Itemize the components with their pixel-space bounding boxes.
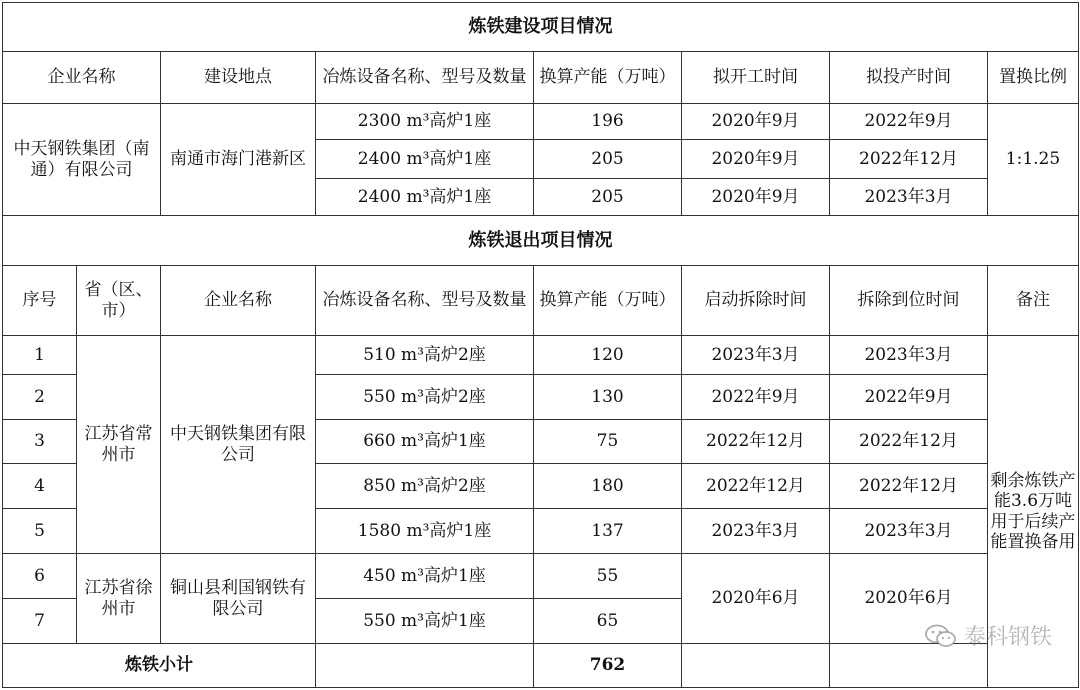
equipment-cell: 1580 m³高炉1座 xyxy=(316,509,534,554)
header-demolish-end: 拆除到位时间 xyxy=(830,266,988,336)
equipment-cell: 550 m³高炉2座 xyxy=(316,375,534,420)
header-province: 省（区、市） xyxy=(77,266,161,336)
row-no: 5 xyxy=(3,509,77,554)
header-remark: 备注 xyxy=(988,266,1079,336)
header-production-time: 拟投产时间 xyxy=(830,52,988,104)
header-no: 序号 xyxy=(3,266,77,336)
production-cell: 2022年12月 xyxy=(830,140,988,179)
capacity-cell: 130 xyxy=(534,375,682,420)
table-row xyxy=(3,104,1079,140)
end-cell: 2022年12月 xyxy=(830,464,988,509)
equipment-cell: 660 m³高炉1座 xyxy=(316,420,534,464)
end-cell: 2023年3月 xyxy=(830,509,988,554)
construction-table xyxy=(2,2,1079,216)
equipment-cell: 850 m³高炉2座 xyxy=(316,464,534,509)
wechat-icon xyxy=(924,624,958,648)
capacity-cell: 205 xyxy=(534,140,682,179)
construction-title: 炼铁建设项目情况 xyxy=(3,3,1079,52)
construction-company: 中天钢铁集团（南通）有限公司 xyxy=(3,104,161,216)
start-cell: 2020年9月 xyxy=(682,140,830,179)
production-cell: 2023年3月 xyxy=(830,179,988,216)
capacity-cell: 196 xyxy=(534,104,682,140)
company-cell: 中天钢铁集团有限公司 xyxy=(161,336,316,554)
start-cell: 2022年9月 xyxy=(682,375,830,420)
subtotal-row xyxy=(3,644,1079,688)
row-no: 2 xyxy=(3,375,77,420)
end-cell: 2022年9月 xyxy=(830,375,988,420)
capacity-cell: 75 xyxy=(534,420,682,464)
header-location: 建设地点 xyxy=(161,52,316,104)
row-no: 7 xyxy=(3,599,77,644)
capacity-cell: 55 xyxy=(534,554,682,599)
end-cell: 2023年3月 xyxy=(830,336,988,375)
header-capacity: 换算产能（万吨） xyxy=(534,266,682,336)
start-cell: 2020年9月 xyxy=(682,104,830,140)
construction-location: 南通市海门港新区 xyxy=(161,104,316,216)
header-ratio: 置换比例 xyxy=(988,52,1079,104)
province-cell: 江苏省常州市 xyxy=(77,336,161,554)
start-cell: 2020年9月 xyxy=(682,179,830,216)
start-cell: 2020年6月 xyxy=(682,554,830,644)
row-no: 6 xyxy=(3,554,77,599)
exit-table xyxy=(2,215,1079,688)
start-cell: 2023年3月 xyxy=(682,509,830,554)
province-cell: 江苏省徐州市 xyxy=(77,554,161,644)
capacity-cell: 65 xyxy=(534,599,682,644)
subtotal-empty xyxy=(682,644,830,688)
header-capacity: 换算产能（万吨） xyxy=(534,52,682,104)
exit-title: 炼铁退出项目情况 xyxy=(3,216,1079,266)
table-row xyxy=(3,336,1079,375)
equipment-cell: 450 m³高炉1座 xyxy=(316,554,534,599)
equipment-cell: 510 m³高炉2座 xyxy=(316,336,534,375)
row-no: 1 xyxy=(3,336,77,375)
header-company: 企业名称 xyxy=(161,266,316,336)
end-cell: 2020年6月 xyxy=(830,554,988,644)
subtotal-label: 炼铁小计 xyxy=(3,644,316,688)
equipment-cell: 2400 m³高炉1座 xyxy=(316,140,534,179)
header-equipment: 冶炼设备名称、型号及数量 xyxy=(316,266,534,336)
capacity-cell: 180 xyxy=(534,464,682,509)
watermark-text: 泰科钢铁 xyxy=(963,625,1052,650)
subtotal-empty xyxy=(316,644,534,688)
start-cell: 2022年12月 xyxy=(682,464,830,509)
row-no: 3 xyxy=(3,420,77,464)
remark-cell: 剩余炼铁产能3.6万吨用于后续产能置换备用 xyxy=(988,336,1079,688)
capacity-cell: 120 xyxy=(534,336,682,375)
header-company: 企业名称 xyxy=(3,52,161,104)
subtotal-value: 762 xyxy=(534,644,682,688)
start-cell: 2023年3月 xyxy=(682,336,830,375)
row-no: 4 xyxy=(3,464,77,509)
equipment-cell: 550 m³高炉1座 xyxy=(316,599,534,644)
company-cell: 铜山县利国钢铁有限公司 xyxy=(161,554,316,644)
start-cell: 2022年12月 xyxy=(682,420,830,464)
construction-ratio: 1:1.25 xyxy=(988,104,1079,216)
table-row xyxy=(3,554,1079,599)
watermark xyxy=(924,620,1052,651)
end-cell: 2022年12月 xyxy=(830,420,988,464)
capacity-cell: 137 xyxy=(534,509,682,554)
capacity-cell: 205 xyxy=(534,179,682,216)
header-demolish-start: 启动拆除时间 xyxy=(682,266,830,336)
equipment-cell: 2300 m³高炉1座 xyxy=(316,104,534,140)
header-equipment: 冶炼设备名称、型号及数量 xyxy=(316,52,534,104)
equipment-cell: 2400 m³高炉1座 xyxy=(316,179,534,216)
header-start-time: 拟开工时间 xyxy=(682,52,830,104)
production-cell: 2022年9月 xyxy=(830,104,988,140)
